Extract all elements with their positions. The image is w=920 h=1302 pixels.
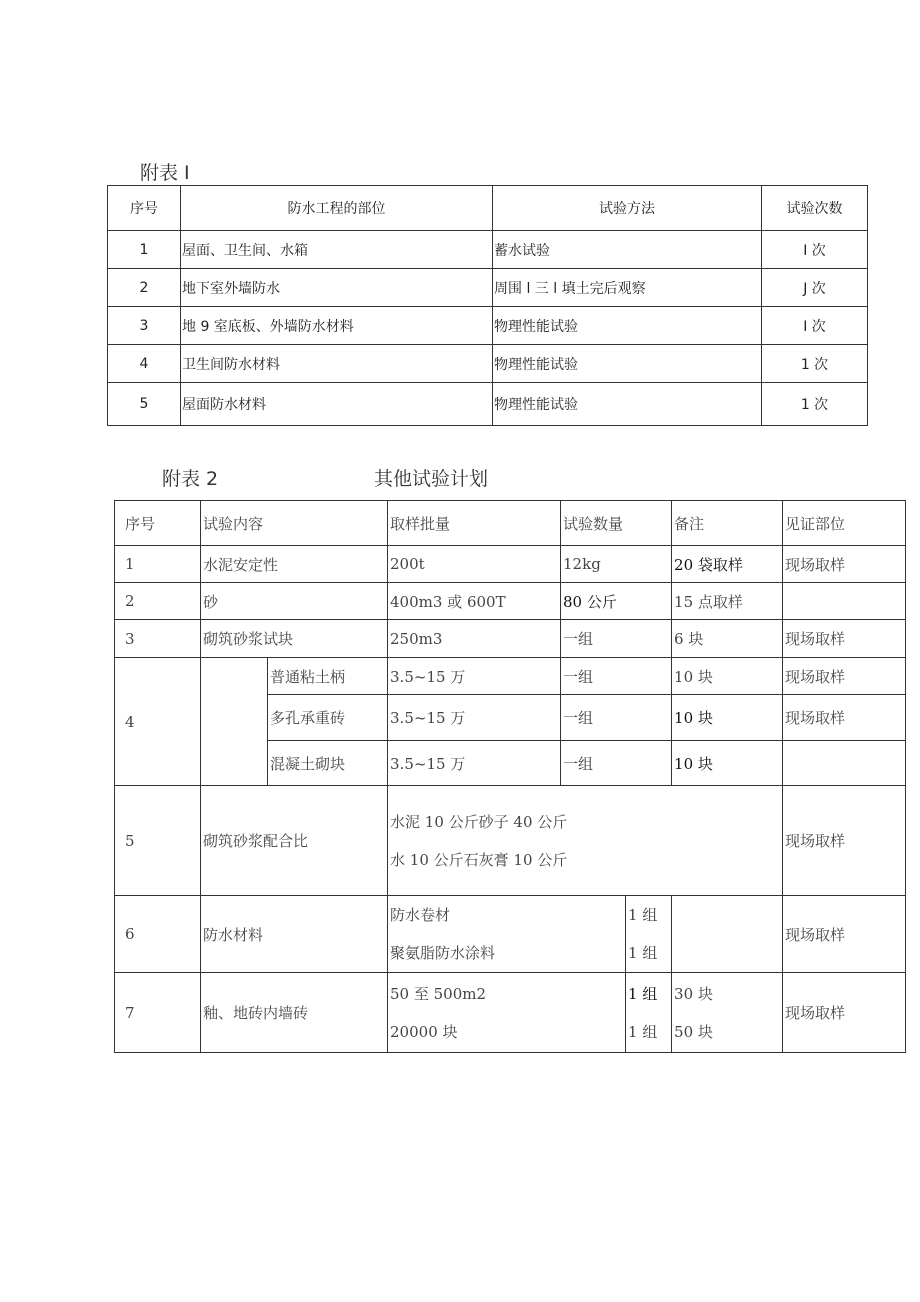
row-witness xyxy=(783,583,906,620)
row-batch xyxy=(388,896,626,973)
row-witness: 现场取样 xyxy=(783,620,906,658)
table1-caption: 附表 I xyxy=(140,162,190,184)
row-content: 砂 xyxy=(201,583,388,620)
row-note: 10 块 xyxy=(672,695,783,741)
qty-line: 1 组 xyxy=(628,984,658,1003)
table-row xyxy=(115,546,906,583)
row-batch xyxy=(388,973,626,1053)
table-row xyxy=(115,786,906,896)
row-index: 2 xyxy=(108,269,181,307)
row-witness: 现场取样 xyxy=(783,658,906,695)
row-method: 物理性能试验 xyxy=(493,307,762,345)
row-method: 周围 l 三 l 填土完后观察 xyxy=(493,269,762,307)
header-cell: 备注 xyxy=(672,501,783,546)
header-cell: 序号 xyxy=(108,186,181,231)
row-quantity xyxy=(626,973,672,1053)
row-content: 釉、地砖内墙砖 xyxy=(201,973,388,1053)
table-row xyxy=(115,658,906,695)
row-index: 4 xyxy=(108,345,181,383)
table-row xyxy=(115,896,906,973)
row-subcontent: 多孔承重砖 xyxy=(268,695,388,741)
row-batch: 200t xyxy=(388,546,561,583)
row-note: 10 块 xyxy=(672,741,783,786)
row-method: 物理性能试验 xyxy=(493,345,762,383)
header-cell: 试验方法 xyxy=(493,186,762,231)
row-witness: 现场取样 xyxy=(783,786,906,896)
batch-line: 20000 块 xyxy=(390,1022,458,1041)
row-witness: 现场取样 xyxy=(783,546,906,583)
header-cell: 防水工程的部位 xyxy=(181,186,493,231)
row-batch: 3.5~15 万 xyxy=(388,658,561,695)
row-count: I 次 xyxy=(762,231,868,269)
row-quantity: 一组 xyxy=(561,620,672,658)
row-content: 水泥安定性 xyxy=(201,546,388,583)
row-witness: 现场取样 xyxy=(783,896,906,973)
mix-line: 水泥 10 公斤砂子 40 公斤 xyxy=(390,812,568,831)
table-row xyxy=(108,307,868,345)
row-index: 6 xyxy=(115,896,201,973)
row-count: 1 次 xyxy=(762,345,868,383)
row-index: 5 xyxy=(108,383,181,426)
qty-line: 1 组 xyxy=(628,906,658,924)
row-witness xyxy=(783,741,906,786)
row-count: I 次 xyxy=(762,307,868,345)
table-header-row xyxy=(115,501,906,546)
row-batch: 3.5~15 万 xyxy=(388,695,561,741)
row-index: 2 xyxy=(115,583,201,620)
row-batch: 400m3 或 600T xyxy=(388,583,561,620)
header-cell: 试验内容 xyxy=(201,501,388,546)
row-content: 砌筑砂浆试块 xyxy=(201,620,388,658)
waterproof-test-table xyxy=(107,185,868,426)
row-index: 1 xyxy=(108,231,181,269)
row-index: 5 xyxy=(115,786,201,896)
header-cell: 试验数量 xyxy=(561,501,672,546)
row-count: J 次 xyxy=(762,269,868,307)
row-index: 7 xyxy=(115,973,201,1053)
header-cell: 见证部位 xyxy=(783,501,906,546)
row-location: 屋面防水材料 xyxy=(181,383,493,426)
table2-caption: 附表 2 xyxy=(162,468,219,490)
row-batch: 3.5~15 万 xyxy=(388,741,561,786)
row-content: 防水材料 xyxy=(201,896,388,973)
batch-line: 聚氨脂防水涂料 xyxy=(390,944,496,962)
qty-line: 1 组 xyxy=(628,1022,658,1041)
row-note: 10 块 xyxy=(672,658,783,695)
table-header-row xyxy=(108,186,868,231)
row-witness: 现场取样 xyxy=(783,973,906,1053)
row-note: 20 袋取样 xyxy=(672,546,783,583)
row-subcontent: 混凝土砌块 xyxy=(268,741,388,786)
row-batch: 250m3 xyxy=(388,620,561,658)
row-quantity: 一组 xyxy=(561,741,672,786)
mix-line: 水 10 公斤石灰膏 10 公斤 xyxy=(390,850,568,869)
table2-title: 其他试验计划 xyxy=(374,468,489,490)
batch-line: 防水卷材 xyxy=(390,906,451,924)
row-content-empty xyxy=(201,658,268,786)
table-row xyxy=(115,620,906,658)
other-test-plan-table xyxy=(114,500,906,1053)
row-quantity: 80 公斤 xyxy=(561,583,672,620)
row-note xyxy=(672,973,783,1053)
row-witness: 现场取样 xyxy=(783,695,906,741)
row-subcontent: 普通粘土柄 xyxy=(268,658,388,695)
table-row xyxy=(108,383,868,426)
row-index: 3 xyxy=(115,620,201,658)
row-quantity: 一组 xyxy=(561,658,672,695)
row-method: 物理性能试验 xyxy=(493,383,762,426)
row-count: 1 次 xyxy=(762,383,868,426)
row-index: 1 xyxy=(115,546,201,583)
row-content: 砌筑砂浆配合比 xyxy=(201,786,388,896)
row-method: 蓄水试验 xyxy=(493,231,762,269)
batch-line: 50 至 500m2 xyxy=(390,984,487,1003)
row-location: 地下室外墙防水 xyxy=(181,269,493,307)
row-quantity: 12kg xyxy=(561,546,672,583)
qty-line: 1 组 xyxy=(628,944,658,962)
row-index: 3 xyxy=(108,307,181,345)
row-quantity: 一组 xyxy=(561,695,672,741)
row-quantity xyxy=(626,896,672,973)
table-row xyxy=(108,269,868,307)
header-cell: 序号 xyxy=(115,501,201,546)
row-location: 卫生间防水材料 xyxy=(181,345,493,383)
row-note xyxy=(672,896,783,973)
note-line: 30 块 xyxy=(674,984,713,1003)
row-mix-ratio xyxy=(388,786,783,896)
header-cell: 试验次数 xyxy=(762,186,868,231)
table-row xyxy=(108,231,868,269)
row-note: 6 块 xyxy=(672,620,783,658)
note-line: 50 块 xyxy=(674,1022,713,1041)
table-row xyxy=(115,583,906,620)
table-row xyxy=(115,973,906,1053)
header-cell: 取样批量 xyxy=(388,501,561,546)
row-location: 地 9 室底板、外墙防水材料 xyxy=(181,307,493,345)
row-index: 4 xyxy=(115,658,201,786)
row-note: 15 点取样 xyxy=(672,583,783,620)
table-row xyxy=(108,345,868,383)
row-location: 屋面、卫生间、水箱 xyxy=(181,231,493,269)
